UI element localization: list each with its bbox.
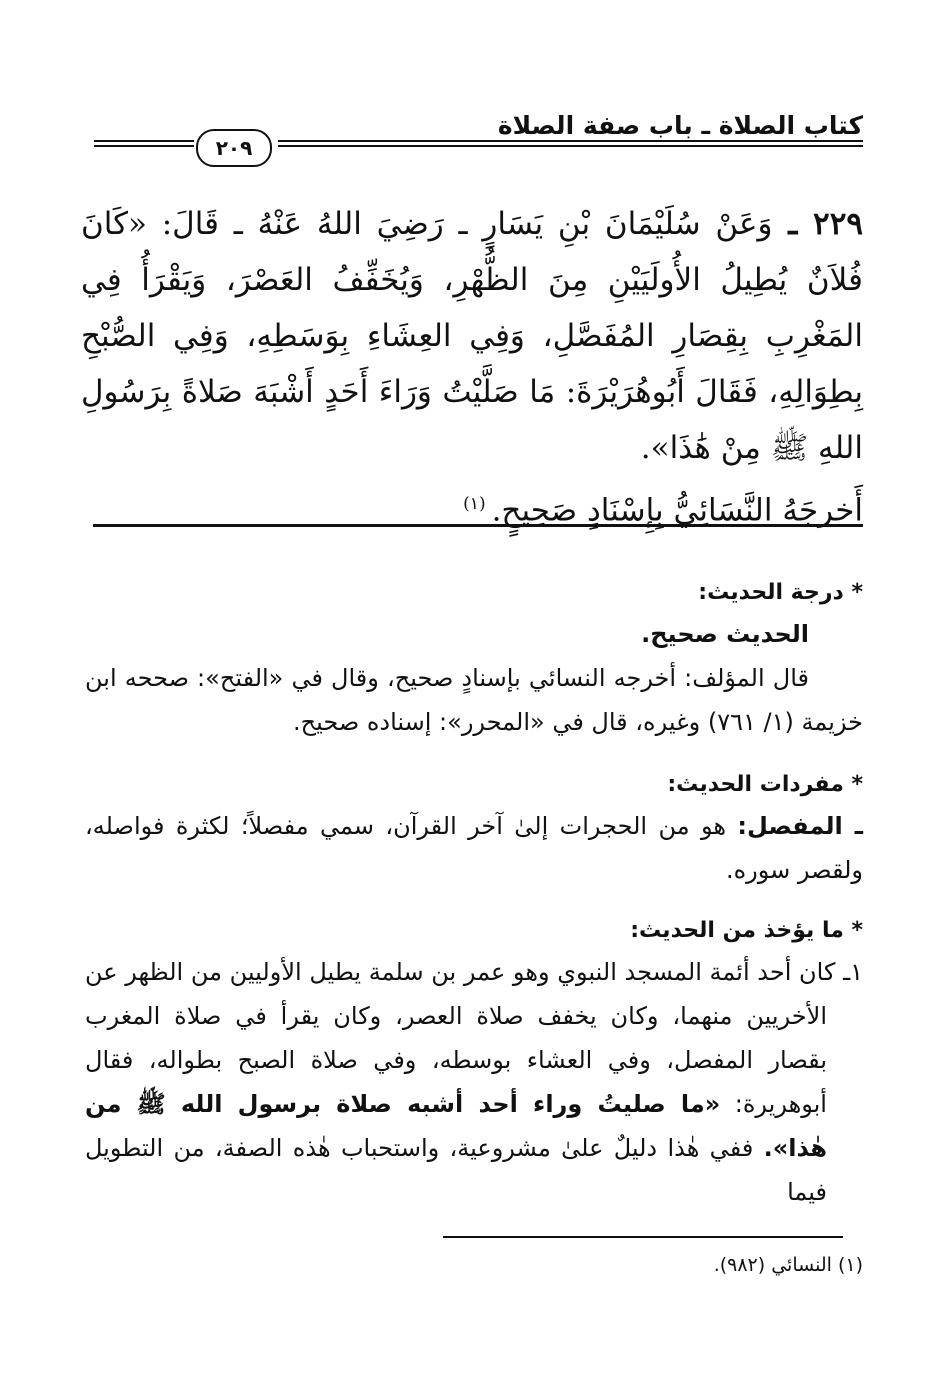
hadith-number: ٢٢٩ [813,206,863,242]
vocabulary-section [85,766,863,892]
lessons-section [85,912,863,1214]
footnote [714,1250,863,1280]
page-number: ٢٠٩ [196,129,272,167]
hadith-takhrij: أَخرجَهُ النَّسَائِيُّ بِإِسْنَادٍ صَحِيحٍ. [491,492,863,529]
running-header: كتاب الصلاة ـ باب صفة الصلاة [497,111,863,140]
lesson-item-1-quote: «ما صليتُ وراء أحد أشبه صلاة برسول الله ﷺ من هٰذا». [85,1090,827,1162]
grade-verdict: الحديث صحيح. [641,620,809,648]
vocabulary-heading: * مفردات الحديث: [667,772,863,797]
grade-heading: * درجة الحديث: [698,580,863,605]
lessons-heading: * ما يؤخذ من الحديث: [630,918,863,943]
vocabulary-definition: هو من الحجرات إلىٰ آخر القرآن، سمي مفصلاً؛ لكثرة فواصله، ولقصر سوره. [85,812,863,884]
lesson-item-1 [85,950,863,1214]
hadith-block [81,196,863,538]
grade-section [85,574,863,744]
footnote-reference: (١) [463,494,486,514]
lesson-item-1-continuation: ففي هٰذا دليلٌ علىٰ مشروعية، واستحباب هٰذه الصفة، من التطويل فيما [85,1134,827,1206]
section-divider [93,524,863,527]
footnote-text: النسائي (٩٨٢). [713,1254,832,1276]
hadith-text: وَعَنْ سُلَيْمَانَ بْنِ يَسَارٍ ـ رَضِيَ اللهُ عَنْهُ ـ قَالَ: «كَانَ فُلاَنٌ يُطِيلُ الأُولَيَيْنِ مِنَ الظُّهْرِ، وَيُخَفِّفُ العَصْرَ، وَيَقْرَأُ فِي المَغْرِبِ بِقِصَارِ المُفَصَّلِ، وَفِي العِشَاءِ بِوَسَطِهِ، وَفِي الصُّبْحِ بِطِوَالِهِ، فَقَالَ أَبُوهُرَيْرَةَ: مَا صَلَّيْتُ وَرَاءَ أَحَدٍ أَشْبَهَ صَلاةً بِرَسُولِ اللهِ ﷺ مِنْ هَٰذَا». [81,206,863,466]
hadith-number-dash: ـ [772,206,814,242]
lesson-item-1-text: كان أحد أئمة المسجد النبوي وهو عمر بن سلمة يطيل الأوليين من الظهر عن الأخريين منهما، وكان يخفف صلاة العصر، وكان يقرأ في صلاة المغرب بقصار المفصل، وفي العشاء بوسطه، وفي صلاة الصبح بطواله، فقال أبوهريرة: [85,958,836,1118]
header-rule-right [278,140,863,147]
vocabulary-term: ـ المفصل: [737,812,863,840]
header-rule-left [94,140,194,147]
grade-details: قال المؤلف: أخرجه النسائي بإسنادٍ صحيح، وقال في «الفتح»: صححه ابن خزيمة (١/ ٧٦١) وغيره، قال في «المحرر»: إسناده صحيح. [85,664,863,736]
footnote-rule [443,1236,843,1238]
lesson-item-1-number: ١ـ [843,958,864,986]
vocabulary-entry [85,804,863,892]
footnote-number: (١) [837,1254,863,1276]
